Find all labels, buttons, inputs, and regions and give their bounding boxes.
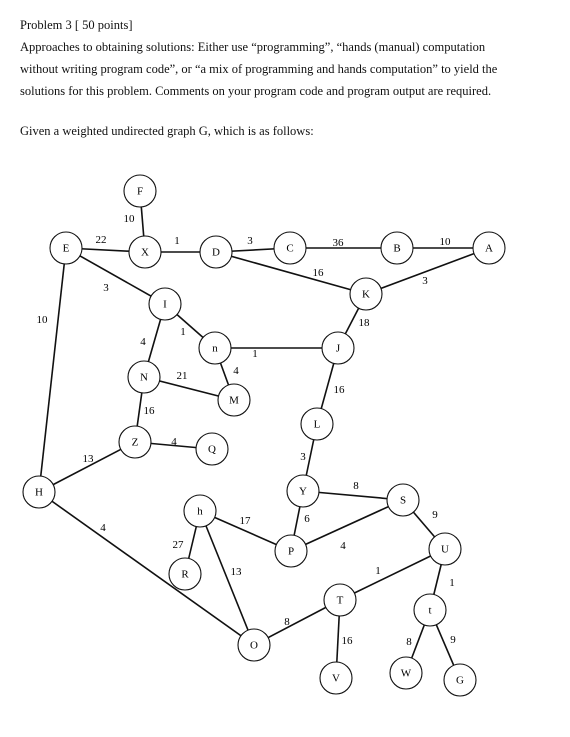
edge-weight-h-O: 13 — [230, 566, 242, 578]
node-label-B: B — [393, 242, 401, 255]
node-label-Y: Y — [299, 485, 307, 498]
node-V — [320, 662, 352, 694]
instructions-line-3: solutions for this problem. Comments on your program code and program output are required. — [20, 84, 492, 98]
edge-weight-D-K: 16 — [312, 267, 324, 279]
instructions-line-1: Approaches to obtaining solutions: Either use “programming”, “hands (manual) computation — [20, 40, 486, 54]
node-B — [381, 232, 413, 264]
node-J — [322, 332, 354, 364]
edge-H-O — [39, 492, 254, 645]
edge-weight-E-I: 3 — [103, 282, 109, 294]
node-D — [200, 236, 232, 268]
edge-weight-t-G: 9 — [450, 634, 456, 646]
node-label-V: V — [332, 672, 340, 685]
node-label-Z: Z — [131, 436, 139, 449]
edge-weight-D-C: 3 — [247, 235, 253, 247]
edge-weight-T-V: 16 — [341, 635, 353, 647]
node-t — [414, 594, 446, 626]
node-T — [324, 584, 356, 616]
node-U — [429, 533, 461, 565]
edge-weight-n-J: 1 — [252, 348, 258, 360]
edge-weight-U-T: 1 — [375, 565, 381, 577]
node-P — [275, 535, 307, 567]
node-label-G: G — [456, 674, 464, 687]
node-label-h: h — [197, 505, 203, 518]
edge-weight-H-O: 4 — [100, 522, 106, 534]
node-label-I: I — [163, 298, 167, 311]
node-label-T: T — [336, 594, 344, 607]
node-W — [390, 657, 422, 689]
node-K — [350, 278, 382, 310]
edge-weight-K-J: 18 — [358, 317, 370, 329]
node-label-K: K — [362, 288, 370, 301]
node-E — [50, 232, 82, 264]
node-C — [274, 232, 306, 264]
edge-weight-E-H: 10 — [36, 314, 48, 326]
node-label-D: D — [212, 246, 220, 259]
edge-weight-t-W: 8 — [406, 636, 412, 648]
node-A — [473, 232, 505, 264]
node-label-F: F — [136, 185, 144, 198]
node-label-P: P — [287, 545, 295, 558]
problem-title: Problem 3 [ 50 points] — [20, 18, 133, 32]
node-label-Q: Q — [208, 443, 216, 456]
nodes-layer — [23, 175, 505, 696]
node-H — [23, 476, 55, 508]
edge-weight-C-B: 36 — [332, 237, 344, 249]
node-X — [129, 236, 161, 268]
node-Y — [287, 475, 319, 507]
node-label-S: S — [399, 494, 407, 507]
weights-layer — [37, 213, 457, 648]
node-label-U: U — [441, 543, 449, 556]
node-label-J: J — [335, 342, 341, 355]
node-Z — [119, 426, 151, 458]
edge-weight-S-U: 9 — [432, 509, 438, 521]
edge-weight-K-A: 3 — [422, 275, 428, 287]
node-S — [387, 484, 419, 516]
edge-weight-S-P: 4 — [340, 540, 346, 552]
edge-weight-J-L: 16 — [333, 384, 345, 396]
edge-weight-B-A: 10 — [439, 236, 451, 248]
edge-weight-Y-P: 6 — [304, 513, 310, 525]
edge-weight-I-n: 1 — [180, 326, 186, 338]
node-label-R: R — [181, 568, 189, 581]
edge-E-H — [36, 248, 66, 492]
edge-weight-E-X: 22 — [95, 234, 107, 246]
edge-weight-Z-H: 13 — [82, 453, 94, 465]
node-label-E: E — [62, 242, 70, 255]
node-label-n: n — [212, 342, 218, 355]
edge-weight-T-O: 8 — [284, 616, 290, 628]
edge-weight-F-X: 10 — [123, 213, 135, 225]
node-I — [149, 288, 181, 320]
edge-weight-Y-S: 8 — [353, 480, 359, 492]
node-L — [301, 408, 333, 440]
node-label-M: M — [229, 394, 239, 407]
edge-weight-I-N: 4 — [140, 336, 146, 348]
edge-U-T — [340, 549, 445, 600]
node-h — [184, 495, 216, 527]
graph-intro: Given a weighted undirected graph G, which is as follows: — [20, 124, 314, 138]
node-N — [128, 361, 160, 393]
node-label-O: O — [250, 639, 258, 652]
edge-weight-n-M: 4 — [233, 365, 239, 377]
node-G — [444, 664, 476, 696]
node-label-t: t — [428, 604, 432, 617]
node-R — [169, 558, 201, 590]
edge-weight-h-R: 27 — [172, 539, 184, 551]
node-label-W: W — [400, 667, 412, 680]
node-label-H: H — [35, 486, 43, 499]
node-label-X: X — [141, 246, 149, 259]
node-M — [218, 384, 250, 416]
edge-weight-L-Y: 3 — [300, 451, 306, 463]
edge-weight-h-P: 17 — [239, 515, 251, 527]
node-O — [238, 629, 270, 661]
node-label-C: C — [286, 242, 294, 255]
edge-S-P — [291, 500, 403, 551]
edge-weight-N-Z: 16 — [143, 405, 155, 417]
instructions-line-2: without writing program code”, or “a mix of programming and hands computation” to yield the — [20, 62, 498, 76]
node-Q — [196, 433, 228, 465]
node-F — [124, 175, 156, 207]
edge-weight-U-t: 1 — [449, 577, 455, 589]
node-n — [199, 332, 231, 364]
node-label-L: L — [313, 418, 321, 431]
edge-weight-X-D: 1 — [174, 235, 180, 247]
edge-weight-Z-Q: 4 — [171, 436, 177, 448]
node-label-N: N — [140, 371, 148, 384]
node-label-A: A — [485, 242, 493, 255]
edge-weight-N-M: 21 — [176, 370, 188, 382]
